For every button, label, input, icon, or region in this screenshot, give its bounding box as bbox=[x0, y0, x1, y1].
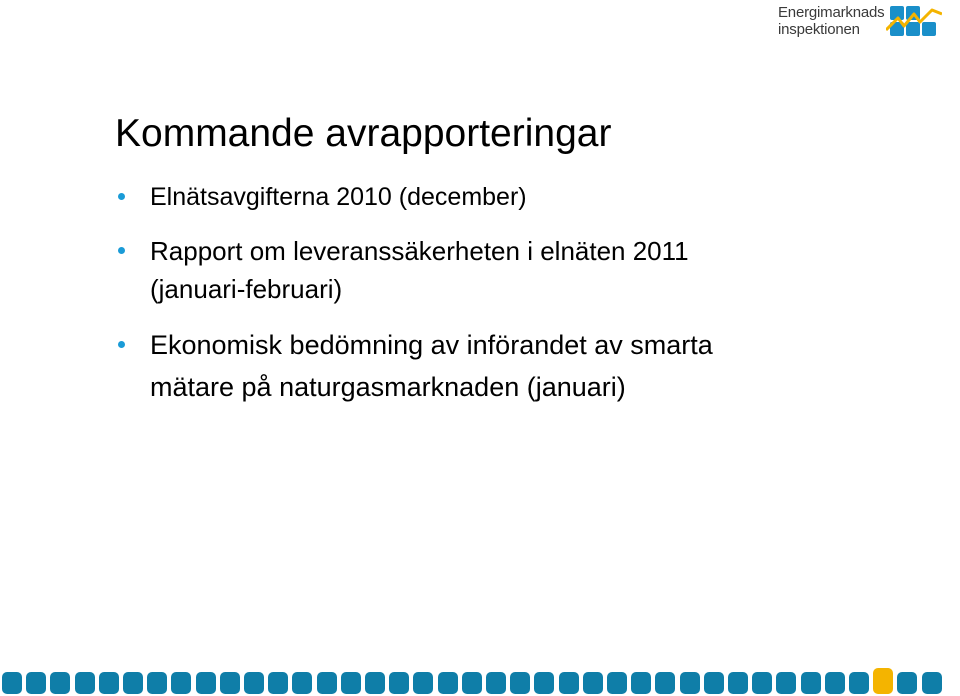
footer-square bbox=[389, 672, 409, 694]
logo-text bbox=[778, 4, 884, 38]
logo-mark-icon bbox=[886, 4, 942, 40]
footer-square bbox=[486, 672, 506, 694]
footer-square bbox=[268, 672, 288, 694]
slide-title: Kommande avrapporteringar bbox=[115, 112, 612, 155]
footer-square bbox=[607, 672, 627, 694]
footer-square bbox=[147, 672, 167, 694]
bullet-item-leveranssakerheten bbox=[118, 232, 850, 308]
footer-square bbox=[413, 672, 433, 694]
footer-square bbox=[752, 672, 772, 694]
footer-square bbox=[849, 672, 869, 694]
footer-square bbox=[50, 672, 70, 694]
bullet-item-elnatsavgifterna bbox=[118, 178, 850, 216]
footer-square bbox=[365, 672, 385, 694]
bullet-item-smarta-matare bbox=[118, 324, 850, 408]
footer-square bbox=[220, 672, 240, 694]
footer-square bbox=[317, 672, 337, 694]
logo-line-1: Energimarknads bbox=[778, 4, 885, 21]
footer-square bbox=[75, 672, 95, 694]
footer-square bbox=[510, 672, 530, 694]
bullet-text-line-1: Ekonomisk bedömning av införandet av smarta bbox=[150, 330, 713, 360]
footer-square bbox=[559, 672, 579, 694]
footer-square bbox=[123, 672, 143, 694]
bullet-list bbox=[118, 178, 850, 408]
footer-square bbox=[244, 672, 264, 694]
footer-square bbox=[171, 672, 191, 694]
footer-square bbox=[897, 672, 917, 694]
footer-square bbox=[534, 672, 554, 694]
footer-square bbox=[462, 672, 482, 694]
footer-square bbox=[922, 672, 942, 694]
footer-square bbox=[680, 672, 700, 694]
bullet-text-line-2: mätare på naturgasmarknaden (januari) bbox=[150, 372, 626, 402]
footer-square bbox=[728, 672, 748, 694]
footer-square bbox=[631, 672, 651, 694]
bullet-text-line-1: Rapport om leveranssäkerheten i elnäten 2011 bbox=[150, 236, 689, 266]
footer-square bbox=[583, 672, 603, 694]
footer-square bbox=[99, 672, 119, 694]
footer-square bbox=[801, 672, 821, 694]
footer-square bbox=[341, 672, 361, 694]
footer-square-accent bbox=[873, 668, 893, 694]
footer-square bbox=[655, 672, 675, 694]
footer-square bbox=[2, 672, 22, 694]
bullet-icon bbox=[118, 341, 125, 348]
footer-square-band bbox=[0, 672, 960, 696]
bullet-icon bbox=[118, 247, 125, 254]
bullet-text-line-2: (januari-februari) bbox=[150, 274, 343, 304]
footer-square bbox=[825, 672, 845, 694]
bullet-text: Elnätsavgifterna 2010 (december) bbox=[150, 183, 527, 211]
bullet-icon bbox=[118, 193, 125, 200]
logo-line-2: inspektionen bbox=[778, 21, 860, 38]
footer-square bbox=[776, 672, 796, 694]
footer-square bbox=[292, 672, 312, 694]
footer-square bbox=[704, 672, 724, 694]
footer-square bbox=[438, 672, 458, 694]
footer-square bbox=[196, 672, 216, 694]
footer-square bbox=[26, 672, 46, 694]
energimarknadsinspektionen-logo bbox=[778, 4, 948, 44]
